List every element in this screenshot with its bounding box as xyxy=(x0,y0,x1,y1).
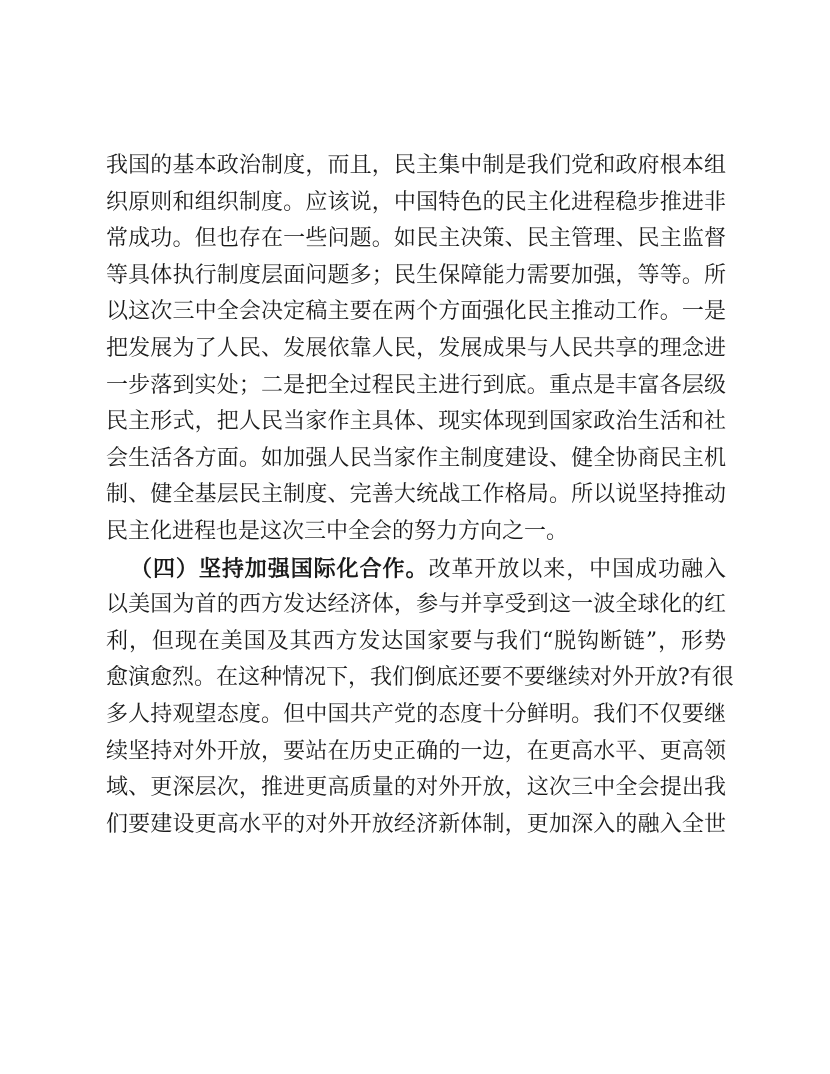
body-text xyxy=(106,148,734,843)
paragraph-line: 常成功。但也存在一些问题。如民主决策、民主管理、民主监督 xyxy=(106,226,726,252)
paragraph-line: 利，但现在美国及其西方发达国家要与我们“脱钩断链”，形势 xyxy=(106,628,726,654)
paragraph-line: 我国的基本政治制度，而且，民主集中制是我们党和政府根本组 xyxy=(106,153,726,178)
paragraph-line: 域、更深层次，推进更高质量的对外开放，这次三中全会提出我 xyxy=(106,775,726,801)
paragraph-line: 以这次三中全会决定稿主要在两个方面强化民主推动工作。一是 xyxy=(106,299,726,325)
paragraph-line: 民主形式，把人民当家作主具体、现实体现到国家政治生活和社 xyxy=(106,409,726,435)
paragraph-line: 以美国为首的西方发达经济体，参与并享受到这一波全球化的红 xyxy=(106,592,726,618)
paragraph-line: 多人持观望态度。但中国共产党的态度十分鲜明。我们不仅要继 xyxy=(106,701,726,727)
paragraph-line: 织原则和组织制度。应该说，中国特色的民主化进程稳步推进非 xyxy=(106,189,726,215)
section-first-line-text: 改革开放以来，中国成功融入 xyxy=(428,556,726,582)
paragraph-line: 把发展为了人民、发展依靠人民，发展成果与人民共享的理念进 xyxy=(106,335,726,361)
section-heading: （四）坚持加强国际化合作。 xyxy=(130,555,429,582)
paragraph-line: 会生活各方面。如加强人民当家作主制度建设、健全协商民主机 xyxy=(106,445,726,471)
paragraph-line: 续坚持对外开放，要站在历史正确的一边，在更高水平、更高领 xyxy=(106,738,726,764)
paragraph-line: 一步落到实处；二是把全过程民主进行到底。重点是丰富各层级 xyxy=(106,372,726,398)
paragraph-line: 制、健全基层民主制度、完善大统战工作格局。所以说坚持推动 xyxy=(106,482,726,508)
paragraph-line: 愈演愈烈。在这种情况下，我们倒底还要不要继续对外开放?有很 xyxy=(106,665,734,691)
paragraph-line: 民主化进程也是这次三中全会的努力方向之一。 xyxy=(106,518,569,544)
section-first-line xyxy=(106,551,726,588)
paragraph-line: 等具体执行制度层面问题多；民生保障能力需要加强，等等。所 xyxy=(106,262,726,288)
paragraph-line: 们要建设更高水平的对外开放经济新体制，更加深入的融入全世 xyxy=(106,811,726,837)
